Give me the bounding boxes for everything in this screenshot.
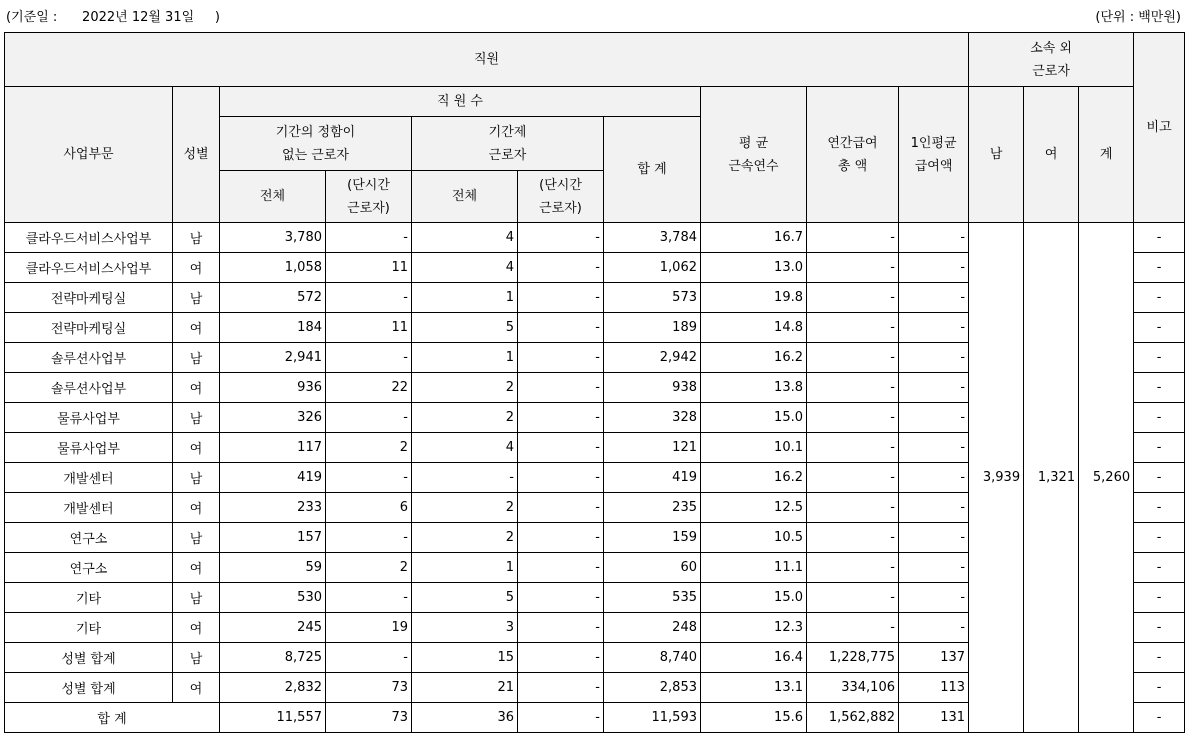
cell-fixed-all: 2 xyxy=(412,373,518,403)
cell-gender: 여 xyxy=(173,373,220,403)
cell-remarks: - xyxy=(1134,343,1185,373)
cell-remarks: - xyxy=(1134,583,1185,613)
total-cell-indefinite-all: 11,557 xyxy=(220,703,326,733)
cell-avg-tenure: 10.5 xyxy=(701,523,807,553)
cell-annual-pay: - xyxy=(807,523,899,553)
cell-annual-pay: - xyxy=(807,283,899,313)
header-indefinite-term: 기간의 정함이 없는 근로자 xyxy=(220,117,412,171)
cell-annual-pay: - xyxy=(807,403,899,433)
cell-avg-tenure: 14.8 xyxy=(701,313,807,343)
unit-label: (단위 : 백만원) xyxy=(1095,10,1181,25)
cell-indefinite-part-time: - xyxy=(326,403,412,433)
table-header xyxy=(5,33,1185,223)
cell-per-capita-pay: - xyxy=(899,583,969,613)
report-header xyxy=(0,0,1189,28)
cell-division: 클라우드서비스사업부 xyxy=(5,223,173,253)
cell-headcount-sum: 60 xyxy=(604,553,701,583)
cell-fixed-part-time: - xyxy=(518,313,604,343)
outsourced-female-count: 1,321 xyxy=(1024,223,1079,733)
cell-indefinite-all: 572 xyxy=(220,283,326,313)
cell-gender: 여 xyxy=(173,673,220,703)
cell-remarks: - xyxy=(1134,313,1185,343)
cell-avg-tenure: 12.3 xyxy=(701,613,807,643)
cell-gender: 여 xyxy=(173,313,220,343)
cell-division: 연구소 xyxy=(5,523,173,553)
cell-gender: 여 xyxy=(173,253,220,283)
cell-gender: 남 xyxy=(173,643,220,673)
cell-per-capita-pay: - xyxy=(899,613,969,643)
cell-indefinite-part-time: - xyxy=(326,343,412,373)
total-cell-fixed-all: 36 xyxy=(412,703,518,733)
cell-gender: 남 xyxy=(173,403,220,433)
cell-remarks: - xyxy=(1134,283,1185,313)
cell-avg-tenure: 15.0 xyxy=(701,583,807,613)
cell-annual-pay: - xyxy=(807,463,899,493)
cell-headcount-sum: 159 xyxy=(604,523,701,553)
cell-division: 기타 xyxy=(5,583,173,613)
header-fixed-term: 기간제 근로자 xyxy=(412,117,604,171)
header-avg-tenure: 평 균 근속연수 xyxy=(701,87,807,223)
cell-avg-tenure: 16.4 xyxy=(701,643,807,673)
cell-fixed-part-time: - xyxy=(518,433,604,463)
cell-per-capita-pay: - xyxy=(899,463,969,493)
cell-fixed-all: 2 xyxy=(412,523,518,553)
cell-headcount-sum: 328 xyxy=(604,403,701,433)
cell-remarks: - xyxy=(1134,553,1185,583)
cell-indefinite-part-time: 2 xyxy=(326,553,412,583)
table-body xyxy=(5,223,1185,733)
header-outsourced-total: 계 xyxy=(1079,87,1134,223)
cell-per-capita-pay: - xyxy=(899,253,969,283)
cell-gender: 여 xyxy=(173,433,220,463)
cell-headcount-sum: 1,062 xyxy=(604,253,701,283)
cell-indefinite-part-time: 19 xyxy=(326,613,412,643)
header-remarks: 비고 xyxy=(1134,33,1185,223)
cell-gender: 여 xyxy=(173,493,220,523)
cell-per-capita-pay: 113 xyxy=(899,673,969,703)
header-indefinite-part-time: (단시간 근로자) xyxy=(326,171,412,223)
cell-per-capita-pay: - xyxy=(899,523,969,553)
cell-indefinite-all: 8,725 xyxy=(220,643,326,673)
base-date-label: (기준일 : 2022년 12월 31일 ) xyxy=(6,10,220,25)
cell-per-capita-pay: - xyxy=(899,223,969,253)
header-headcount-sum: 합 계 xyxy=(604,117,701,223)
cell-indefinite-part-time: 6 xyxy=(326,493,412,523)
cell-per-capita-pay: - xyxy=(899,283,969,313)
cell-fixed-part-time: - xyxy=(518,343,604,373)
cell-per-capita-pay: - xyxy=(899,553,969,583)
cell-fixed-part-time: - xyxy=(518,643,604,673)
cell-gender: 남 xyxy=(173,283,220,313)
cell-division: 개발센터 xyxy=(5,463,173,493)
cell-indefinite-part-time: 11 xyxy=(326,313,412,343)
cell-division: 솔루션사업부 xyxy=(5,343,173,373)
cell-annual-pay: - xyxy=(807,343,899,373)
total-cell-per-capita-pay: 131 xyxy=(899,703,969,733)
cell-indefinite-part-time: - xyxy=(326,463,412,493)
cell-remarks: - xyxy=(1134,643,1185,673)
cell-fixed-part-time: - xyxy=(518,583,604,613)
cell-per-capita-pay: 137 xyxy=(899,643,969,673)
table-row xyxy=(5,223,1185,253)
cell-indefinite-all: 157 xyxy=(220,523,326,553)
total-row-label: 합 계 xyxy=(5,703,220,733)
cell-division: 기타 xyxy=(5,613,173,643)
cell-headcount-sum: 2,853 xyxy=(604,673,701,703)
cell-gender: 남 xyxy=(173,583,220,613)
cell-per-capita-pay: - xyxy=(899,433,969,463)
cell-avg-tenure: 16.2 xyxy=(701,463,807,493)
cell-avg-tenure: 16.7 xyxy=(701,223,807,253)
cell-fixed-part-time: - xyxy=(518,463,604,493)
total-cell-headcount-sum: 11,593 xyxy=(604,703,701,733)
cell-indefinite-all: 59 xyxy=(220,553,326,583)
cell-headcount-sum: 121 xyxy=(604,433,701,463)
cell-indefinite-all: 419 xyxy=(220,463,326,493)
cell-headcount-sum: 189 xyxy=(604,313,701,343)
cell-gender: 남 xyxy=(173,343,220,373)
cell-indefinite-all: 1,058 xyxy=(220,253,326,283)
total-cell-fixed-part-time: - xyxy=(518,703,604,733)
cell-indefinite-part-time: 73 xyxy=(326,673,412,703)
outsourced-male-count: 3,939 xyxy=(969,223,1024,733)
cell-avg-tenure: 13.1 xyxy=(701,673,807,703)
cell-fixed-all: 3 xyxy=(412,613,518,643)
cell-fixed-part-time: - xyxy=(518,223,604,253)
cell-annual-pay: - xyxy=(807,313,899,343)
cell-per-capita-pay: - xyxy=(899,313,969,343)
cell-division: 전략마케팅실 xyxy=(5,283,173,313)
cell-fixed-all: 2 xyxy=(412,403,518,433)
cell-remarks: - xyxy=(1134,613,1185,643)
cell-fixed-all: 1 xyxy=(412,283,518,313)
cell-gender: 남 xyxy=(173,223,220,253)
cell-per-capita-pay: - xyxy=(899,373,969,403)
cell-fixed-part-time: - xyxy=(518,523,604,553)
cell-remarks: - xyxy=(1134,253,1185,283)
cell-indefinite-part-time: - xyxy=(326,223,412,253)
cell-annual-pay: - xyxy=(807,613,899,643)
cell-indefinite-all: 245 xyxy=(220,613,326,643)
header-non-affiliated: 소속 외 근로자 xyxy=(969,33,1134,87)
cell-indefinite-all: 3,780 xyxy=(220,223,326,253)
cell-gender: 남 xyxy=(173,463,220,493)
cell-fixed-all: 1 xyxy=(412,553,518,583)
cell-indefinite-part-time: - xyxy=(326,283,412,313)
cell-annual-pay: - xyxy=(807,373,899,403)
cell-indefinite-part-time: - xyxy=(326,523,412,553)
cell-per-capita-pay: - xyxy=(899,493,969,523)
cell-remarks: - xyxy=(1134,463,1185,493)
cell-remarks: - xyxy=(1134,223,1185,253)
header-outsourced-female: 여 xyxy=(1024,87,1079,223)
cell-fixed-part-time: - xyxy=(518,283,604,313)
cell-headcount-sum: 2,942 xyxy=(604,343,701,373)
cell-fixed-all: 5 xyxy=(412,583,518,613)
cell-headcount-sum: 535 xyxy=(604,583,701,613)
cell-avg-tenure: 13.0 xyxy=(701,253,807,283)
cell-remarks: - xyxy=(1134,493,1185,523)
cell-fixed-all: 15 xyxy=(412,643,518,673)
header-indefinite-all: 전체 xyxy=(220,171,326,223)
cell-annual-pay: 334,106 xyxy=(807,673,899,703)
cell-fixed-part-time: - xyxy=(518,673,604,703)
header-fixed-part-time: (단시간 근로자) xyxy=(518,171,604,223)
cell-fixed-part-time: - xyxy=(518,493,604,523)
cell-headcount-sum: 938 xyxy=(604,373,701,403)
cell-indefinite-part-time: 22 xyxy=(326,373,412,403)
cell-indefinite-all: 2,832 xyxy=(220,673,326,703)
cell-indefinite-part-time: - xyxy=(326,643,412,673)
cell-remarks: - xyxy=(1134,433,1185,463)
cell-avg-tenure: 11.1 xyxy=(701,553,807,583)
cell-division: 성별 합계 xyxy=(5,643,173,673)
cell-headcount-sum: 3,784 xyxy=(604,223,701,253)
cell-indefinite-all: 184 xyxy=(220,313,326,343)
cell-fixed-all: 4 xyxy=(412,223,518,253)
cell-indefinite-all: 117 xyxy=(220,433,326,463)
header-gender: 성별 xyxy=(173,87,220,223)
cell-indefinite-part-time: - xyxy=(326,583,412,613)
cell-division: 솔루션사업부 xyxy=(5,373,173,403)
cell-indefinite-all: 233 xyxy=(220,493,326,523)
cell-annual-pay: - xyxy=(807,433,899,463)
cell-avg-tenure: 12.5 xyxy=(701,493,807,523)
cell-annual-pay: - xyxy=(807,253,899,283)
cell-remarks: - xyxy=(1134,523,1185,553)
header-employees: 직원 xyxy=(5,33,969,87)
cell-fixed-all: 4 xyxy=(412,253,518,283)
cell-fixed-all: 1 xyxy=(412,343,518,373)
cell-fixed-all: 4 xyxy=(412,433,518,463)
cell-indefinite-all: 530 xyxy=(220,583,326,613)
cell-indefinite-all: 326 xyxy=(220,403,326,433)
cell-division: 물류사업부 xyxy=(5,433,173,463)
cell-remarks: - xyxy=(1134,373,1185,403)
cell-fixed-part-time: - xyxy=(518,613,604,643)
cell-indefinite-part-time: 2 xyxy=(326,433,412,463)
cell-annual-pay: 1,228,775 xyxy=(807,643,899,673)
cell-remarks: - xyxy=(1134,403,1185,433)
cell-division: 전략마케팅실 xyxy=(5,313,173,343)
cell-division: 클라우드서비스사업부 xyxy=(5,253,173,283)
header-annual-pay: 연간급여 총 액 xyxy=(807,87,899,223)
cell-indefinite-part-time: 11 xyxy=(326,253,412,283)
cell-avg-tenure: 16.2 xyxy=(701,343,807,373)
cell-headcount-sum: 419 xyxy=(604,463,701,493)
cell-gender: 여 xyxy=(173,613,220,643)
cell-headcount-sum: 235 xyxy=(604,493,701,523)
total-cell-remarks: - xyxy=(1134,703,1185,733)
cell-per-capita-pay: - xyxy=(899,403,969,433)
total-cell-indefinite-part-time: 73 xyxy=(326,703,412,733)
cell-headcount-sum: 573 xyxy=(604,283,701,313)
cell-avg-tenure: 13.8 xyxy=(701,373,807,403)
header-division: 사업부문 xyxy=(5,87,173,223)
cell-division: 성별 합계 xyxy=(5,673,173,703)
header-per-capita-pay: 1인평균 급여액 xyxy=(899,87,969,223)
cell-fixed-part-time: - xyxy=(518,403,604,433)
cell-fixed-all: 5 xyxy=(412,313,518,343)
cell-remarks: - xyxy=(1134,673,1185,703)
cell-division: 개발센터 xyxy=(5,493,173,523)
cell-indefinite-all: 2,941 xyxy=(220,343,326,373)
cell-per-capita-pay: - xyxy=(899,343,969,373)
cell-avg-tenure: 10.1 xyxy=(701,433,807,463)
total-cell-annual-pay: 1,562,882 xyxy=(807,703,899,733)
employee-status-table xyxy=(4,32,1185,733)
cell-annual-pay: - xyxy=(807,493,899,523)
cell-gender: 남 xyxy=(173,523,220,553)
cell-annual-pay: - xyxy=(807,583,899,613)
cell-division: 물류사업부 xyxy=(5,403,173,433)
cell-fixed-all: - xyxy=(412,463,518,493)
cell-headcount-sum: 248 xyxy=(604,613,701,643)
cell-annual-pay: - xyxy=(807,553,899,583)
cell-fixed-all: 2 xyxy=(412,493,518,523)
cell-division: 연구소 xyxy=(5,553,173,583)
header-outsourced-male: 남 xyxy=(969,87,1024,223)
cell-fixed-part-time: - xyxy=(518,253,604,283)
cell-fixed-part-time: - xyxy=(518,373,604,403)
cell-fixed-part-time: - xyxy=(518,553,604,583)
cell-avg-tenure: 19.8 xyxy=(701,283,807,313)
cell-headcount-sum: 8,740 xyxy=(604,643,701,673)
cell-indefinite-all: 936 xyxy=(220,373,326,403)
cell-avg-tenure: 15.0 xyxy=(701,403,807,433)
cell-fixed-all: 21 xyxy=(412,673,518,703)
total-cell-avg-tenure: 15.6 xyxy=(701,703,807,733)
outsourced-total-count: 5,260 xyxy=(1079,223,1134,733)
header-fixed-all: 전체 xyxy=(412,171,518,223)
header-headcount: 직 원 수 xyxy=(220,87,701,117)
cell-annual-pay: - xyxy=(807,223,899,253)
cell-gender: 여 xyxy=(173,553,220,583)
